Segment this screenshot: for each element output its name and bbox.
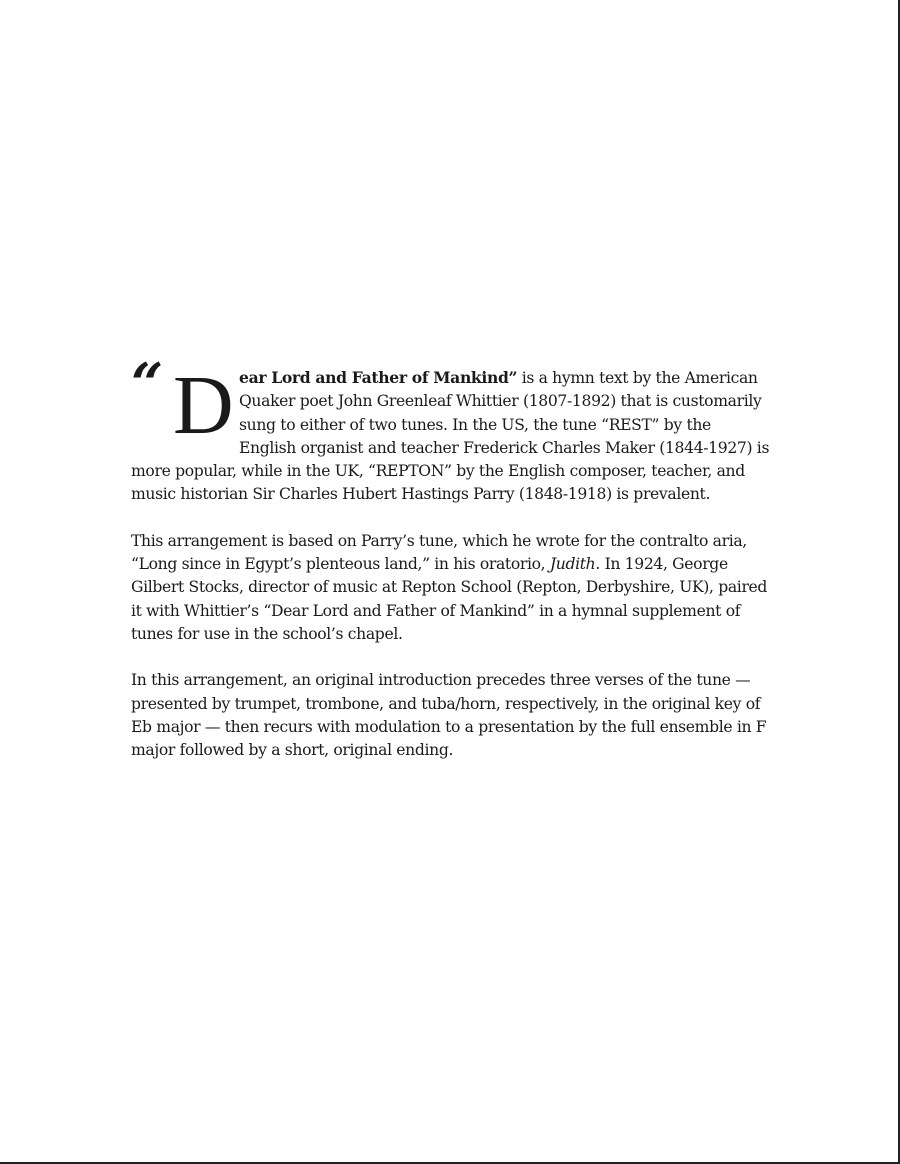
arrangement-text-end: . In 1924, George Gilbert Stocks, director of music at Repton School (Repton, Derbyshire, UK), paired it with Whittier’s “Dear Lord and Father of Mankind” in a hymnal supplement of tunes for use in the school’s chapel.: [131, 555, 768, 643]
oratorio-title: Judith: [549, 555, 596, 574]
paragraph-structure: [131, 669, 771, 762]
drop-cap-quote: “: [131, 351, 163, 417]
structure-text: In this arrangement, an original introduction precedes three verses of the tune — presented by trumpet, trombone, and tuba/horn, respectively, in the original key of Eb major — then recurs with modulation to a presentation by the full ensemble in F major followed by a short, original ending.: [131, 671, 767, 760]
hymn-title: ear Lord and Father of Mankind”: [239, 368, 518, 387]
drop-cap-letter: D: [173, 359, 234, 452]
program-notes: [131, 351, 771, 785]
arrangement-text-start: This arrangement is based on Parry’s tune, which he wrote for the contralto aria, “Long since in Egypt’s plenteous land,” in his oratorio,: [131, 531, 747, 574]
paragraph-arrangement: [131, 530, 771, 646]
intro-body: is a hymn text by the American Quaker poet John Greenleaf Whittier (1807-1892) that is customarily sung to either of two tunes. In the US, the tune “REST” by the English organist and teacher Frederick Charles Maker (1844-1927) is more popular, while in the UK, “REPTON” by the English composer, teacher, and music historian Sir Charles Hubert Hastings Parry (1848-1918) is prevalent.: [131, 369, 770, 504]
paragraph-intro: [131, 351, 771, 507]
drop-cap: [131, 351, 235, 452]
